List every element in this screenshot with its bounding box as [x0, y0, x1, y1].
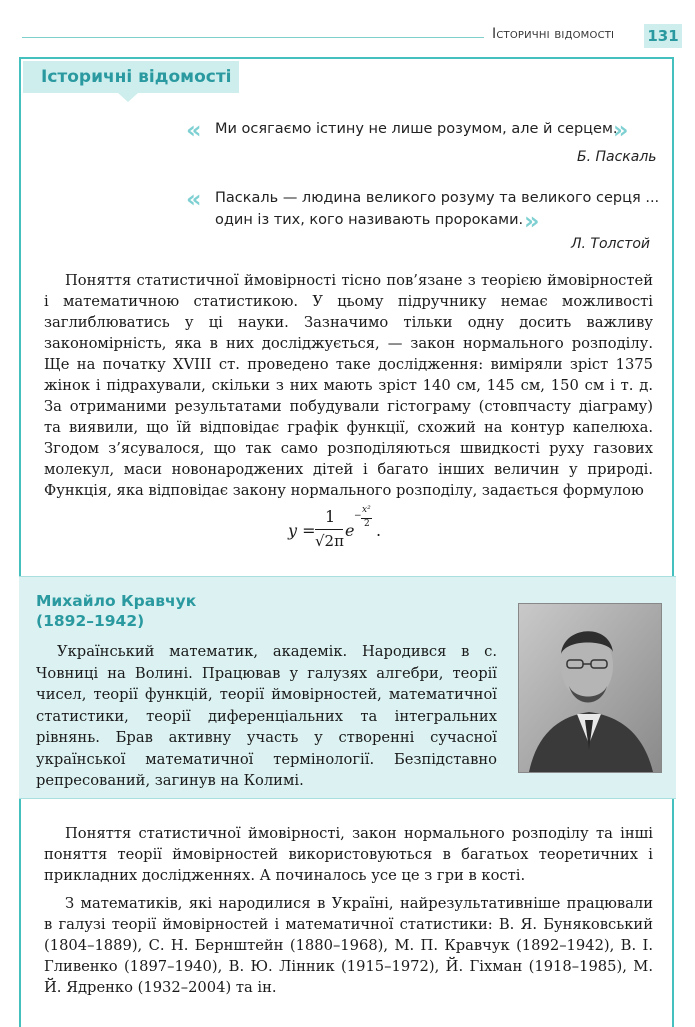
epigraph-quote-1: Ми осягаємо істину не лише розумом, але й серцем.: [215, 121, 618, 137]
running-header: Історичні відомості: [492, 26, 615, 42]
epigraph-quote-2-line-1: Паскаль — людина великого розуму та великого серця ...: [215, 190, 660, 206]
formula-exp-sign: −: [354, 511, 362, 521]
section-title: Історичні відомості: [23, 61, 239, 93]
formula-numerator: 1: [325, 507, 336, 526]
portrait-image: [519, 604, 661, 772]
open-quote-icon: «: [186, 116, 202, 144]
formula-end: .: [376, 521, 382, 540]
body-paragraph-2: Поняття статистичної ймовірності, закон нормального розподілу та інші поняття теорії ймовірностей використовуються в багатьох теоретичних і прикладних дослідженнях. А починалось усе це з гри в кості.: [44, 825, 653, 884]
biography-name-block: [36, 591, 196, 631]
formula-lhs: y =: [288, 521, 316, 540]
formula-fraction-bar: [315, 529, 343, 530]
formula-denominator: √2π: [315, 532, 344, 550]
biography-years: (1892–1942): [36, 612, 145, 630]
header-rule: [22, 37, 484, 38]
formula-exp-numerator: x²: [362, 505, 371, 515]
portrait-photo: [518, 603, 662, 773]
formula-exp-denominator: 2: [364, 519, 370, 529]
epigraph-author-1: Б. Паскаль: [577, 149, 657, 165]
biography-text: Український математик, академік. Народився в с. Човниці на Волині. Працював у галузях алгебри, теорії чисел, теорії функцій, теорії ймовірностей, математичної статистики, теорії диференціальних та інтегральних рівнянь. Брав активну участь у створенні сучасної української математичної термінології. Безпідставно репресований, загинув на Колимі.: [36, 643, 497, 789]
section-tab-pointer: [118, 93, 138, 102]
biography-name: Михайло Кравчук: [36, 592, 197, 610]
formula-base: e: [345, 521, 355, 540]
body-paragraph-3: З математиків, які народилися в Україні, найрезультативніше працювали в галузі теорії ймовірностей і математичної статистики: В. Я. Буняковський (1804–1889), С. Н. Бернштейн (1880–1968), М. П. Кравчук (1892–1942), В. І. Гливенко (1897–1940), В. Ю. Лінник (1915–1972), Й. Гіхман (1918–1985), М. Й. Ядренко (1932–2004) та ін.: [44, 895, 653, 996]
body-paragraph-1: Поняття статистичної ймовірності тісно пов’язане з теорією ймовірностей і математичною статистикою. У цьому підручнику немає можливості заглиблюватись у ці науки. Зазначимо тільки одну досить важливу закономірність, яка в них досліджується, — закон нормального розподілу. Ще на початку XVIII ст. проведено таке дослідження: виміряли зріст 1375 жінок і підрахували, скільки з них мають зріст 140 см, 145 см, 150 см і т. д. За отриманими результатами побудували гістограму (стовпчасту діаграму) та виявили, що їй відповідає графік функції, схожий на контур капелюха. Згодом з’ясувалося, що так само розподіляються швидкості руху газових молекул, маси новонароджених дітей і багато інших величин у природі. Функція, яка відповідає закону нормального розподілу, задається формулою: [44, 272, 653, 499]
close-quote-icon: »: [613, 116, 629, 144]
epigraph-quote-2-line-2: один із тих, кого називають пророками.: [215, 212, 524, 228]
open-quote-icon: «: [186, 185, 202, 213]
epigraph-author-2: Л. Толстой: [571, 236, 651, 252]
close-quote-icon: »: [524, 207, 540, 235]
page-number: 131: [644, 24, 682, 48]
normal-distribution-formula: [288, 505, 398, 557]
